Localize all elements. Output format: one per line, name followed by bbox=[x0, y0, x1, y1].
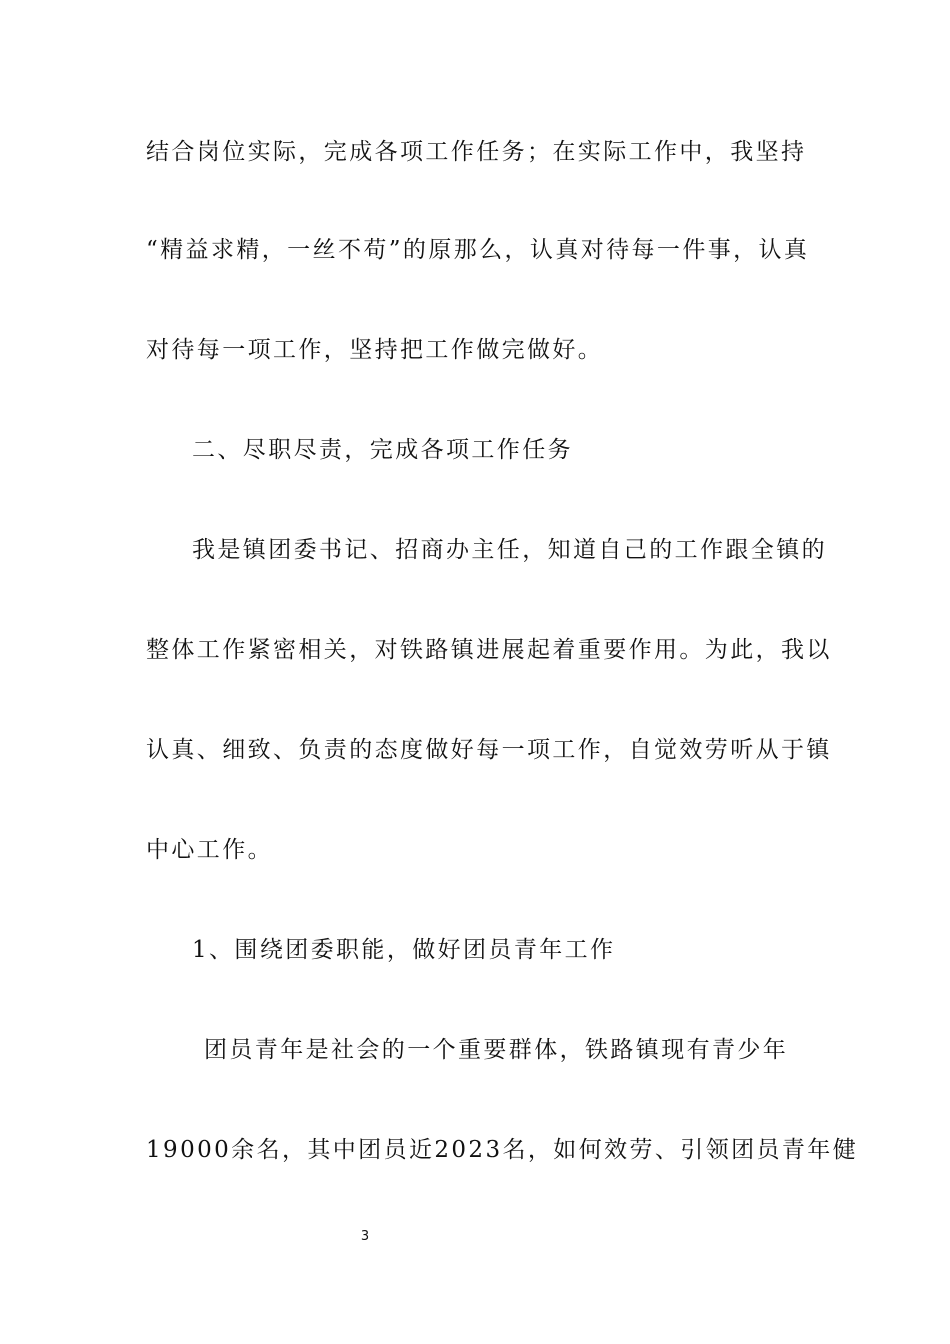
paragraph-line-5: 整体工作紧密相关，对铁路镇进展起着重要作用。为此，我以 bbox=[146, 637, 832, 663]
subsection-heading: 1、围绕团委职能，做好团员青年工作 bbox=[192, 937, 616, 963]
paragraph-line-7: 中心工作。 bbox=[146, 837, 273, 863]
paragraph-line-4: 我是镇团委书记、招商办主任，知道自己的工作跟全镇的 bbox=[192, 537, 827, 563]
paragraph-line-8: 团员青年是社会的一个重要群体，铁路镇现有青少年 bbox=[204, 1037, 789, 1063]
paragraph-line-2: “精益求精，一丝不苟”的原那么，认真对待每一件事，认真 bbox=[146, 237, 810, 263]
paragraph-line-3: 对待每一项工作，坚持把工作做完做好。 bbox=[146, 337, 604, 363]
page-number: 3 bbox=[360, 1229, 370, 1244]
section-heading: 二、尽职尽责，完成各项工作任务 bbox=[192, 437, 573, 463]
paragraph-line-6: 认真、细致、负责的态度做好每一项工作，自觉效劳听从于镇 bbox=[146, 737, 832, 763]
paragraph-line-1: 结合岗位实际，完成各项工作任务；在实际工作中，我坚持 bbox=[146, 139, 807, 165]
paragraph-line-9: 19000余名，其中团员近2023名，如何效劳、引领团员青年健 bbox=[146, 1137, 859, 1163]
